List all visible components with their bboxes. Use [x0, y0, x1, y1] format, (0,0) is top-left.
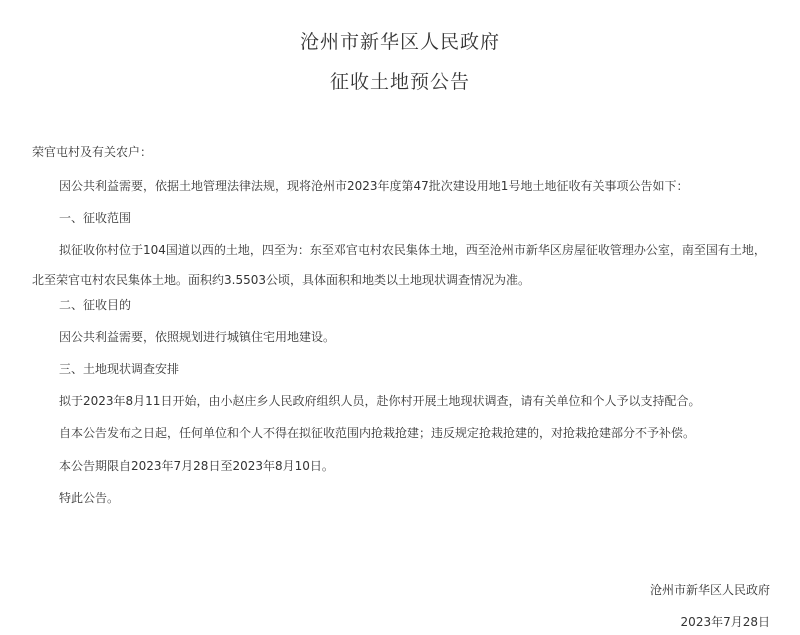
period-paragraph: 本公告期限自2023年7月28日至2023年8月10日。: [59, 459, 334, 473]
closing-paragraph: 特此公告。: [59, 491, 120, 505]
section-heading-scope: 一、征收范围: [59, 211, 132, 225]
org-title: 沧州市新华区人民政府: [299, 31, 500, 53]
addressee: 荣官屯村及有关农户：: [32, 145, 153, 159]
section-text-scope-content: 拟征收你村位于104国道以西的土地，四至为：东至邓官屯村农民集体土地，西至沧州市新华区房屋征收管理办公室，南至国有土地，北至荣官屯村农民集体土地。面积约3.5503公顷，具体面积和地类以土地现状调查情况为准。: [32, 243, 766, 287]
signature-date: 2023年7月28日: [680, 615, 770, 629]
section-heading-purpose: 二、征收目的: [59, 298, 132, 312]
notice-title: 征收土地预公告: [329, 71, 470, 93]
signature-organization: 沧州市新华区人民政府: [649, 583, 770, 597]
section-heading-survey: 三、土地现状调查安排: [59, 362, 180, 376]
section-text-purpose: 因公共利益需要，依照规划进行城镇住宅用地建设。: [59, 330, 336, 344]
prohibition-paragraph: 自本公告发布之日起，任何单位和个人不得在拟征收范围内抢栽抢建；违反规定抢栽抢建的，对抢栽抢建部分不予补偿。: [59, 426, 696, 440]
section-text-survey: 拟于2023年8月11日开始，由小赵庄乡人民政府组织人员，赴你村开展土地现状调查，请有关单位和个人予以支持配合。: [59, 394, 701, 408]
section-text-scope: [32, 235, 777, 295]
intro-paragraph: 因公共利益需要，依据土地管理法律法规，现将沧州市2023年度第47批次建设用地1号地土地征收有关事项公告如下：: [59, 179, 689, 193]
